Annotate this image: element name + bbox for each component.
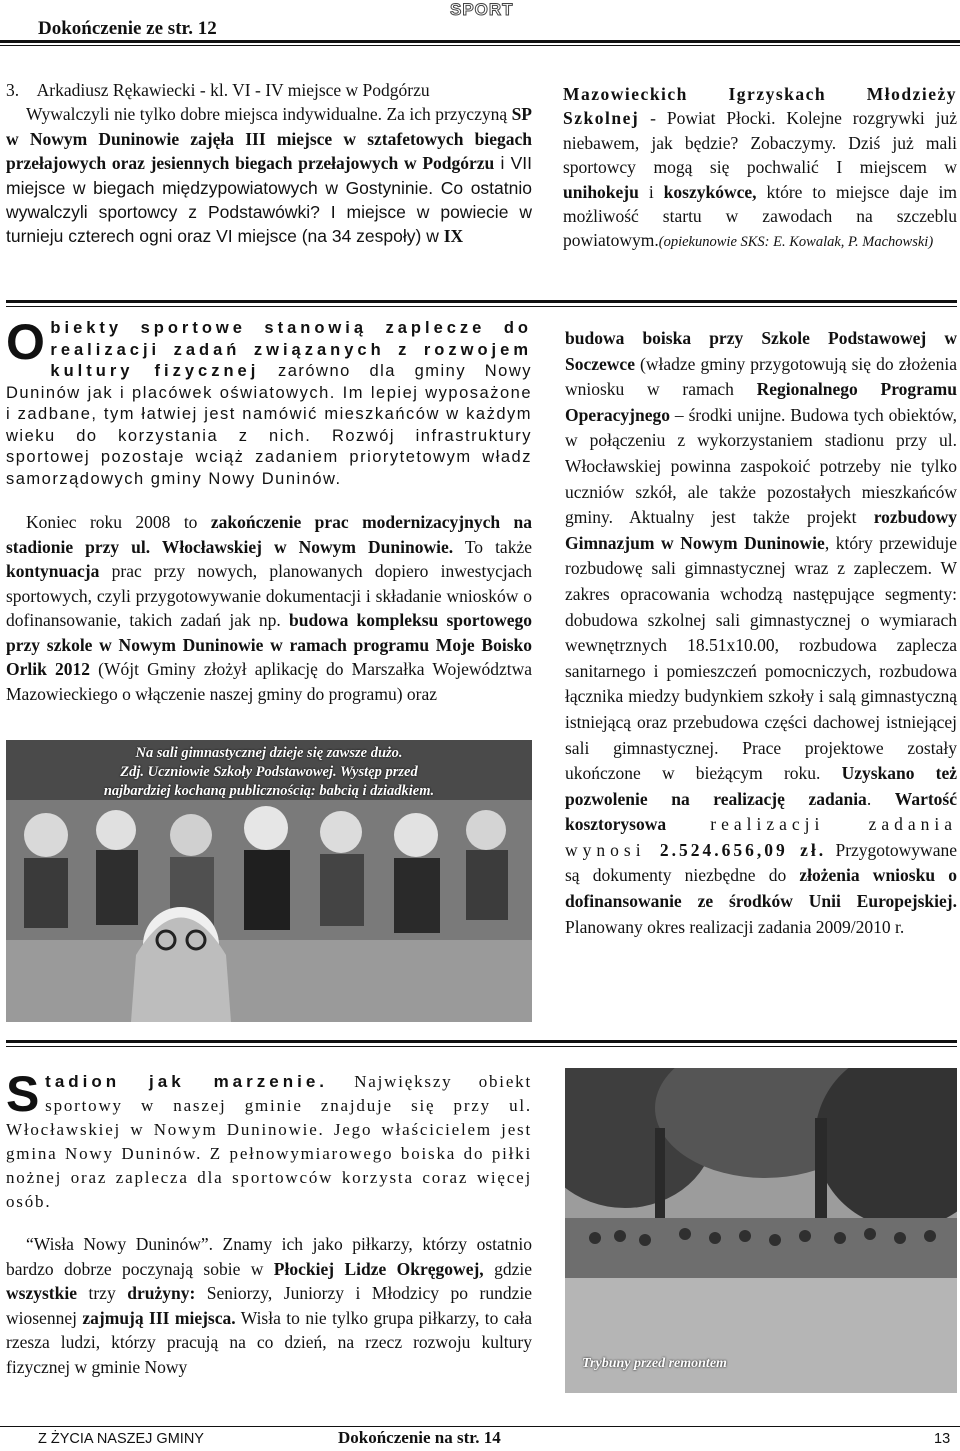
section-label: SPORT bbox=[450, 0, 514, 19]
cost-value: 2.524.656,09 zł. bbox=[659, 839, 827, 860]
text-run: trzy bbox=[76, 1283, 128, 1303]
bold-run: Płockiej Lidze Okręgowej, bbox=[273, 1258, 484, 1279]
footer-rule bbox=[0, 1426, 960, 1427]
text-run: Planowany okres realizacji zadania 2009/2010 r. bbox=[565, 916, 905, 937]
text-run: Przygotowywane są dokumenty niezbędne do bbox=[565, 839, 957, 886]
bold-run: zajmują III miejsca. bbox=[82, 1307, 236, 1328]
text-run: zarówno dla gminy Nowy Duninów jak i placówek oświatowych. Im lepiej wyposażone i zadbane, tym łatwiej jest namówić mieszkańców w każdym wieku do korzystania z nich. Rozwój infrastruktury sportowej pozostaje wciąż zadaniem priorytetowym władz samorządowych gminy Nowy Duninów. bbox=[6, 362, 532, 488]
text-run: Wisła to nie tylko grupa piłkarzy, to cała rzesza ludzi, którzy pracują na co dzień, na rzecz rozwoju kultury fizycznej w gminie Nowy bbox=[6, 1307, 532, 1377]
middle-left-intro bbox=[6, 314, 532, 490]
bold-run: drużyny: bbox=[127, 1283, 196, 1303]
footer-title: Z ŻYCIA NASZEJ GMINY bbox=[38, 1431, 204, 1447]
drop-cap: S bbox=[6, 1066, 42, 1122]
caption-line: Na sali gimnastycznej dzieje się zawsze dużo. bbox=[135, 745, 403, 761]
caption-line: Zdj. Uczniowie Szkoły Podstawowej. Występ przed bbox=[120, 764, 418, 780]
text-run: Koniec roku 2008 to bbox=[26, 512, 211, 532]
photo-caption bbox=[6, 744, 532, 801]
bold-run: kontynuacja bbox=[6, 561, 100, 581]
lead-text: tadion jak marzenie. bbox=[45, 1072, 328, 1091]
top-left-column bbox=[6, 78, 532, 249]
bottom-left-body bbox=[6, 1232, 532, 1379]
lead-text: biekty sportowe stanowią zaplecze do realizacji zadań związanych z rozwojem kultury fizycznej bbox=[50, 319, 532, 380]
bold-run: koszykówce, bbox=[663, 181, 757, 202]
text-run: gdzie bbox=[483, 1258, 532, 1279]
photo-caption: Trybuny przed remontem bbox=[582, 1356, 727, 1371]
bold-run: IX bbox=[443, 226, 464, 247]
text-run: - Powiat Płocki. Kolejne rozgrywki już niebawem, jak będzie? Zobaczymy. Dziś już mali sportowcy mogą się pochwalić I miejscem w bbox=[563, 108, 957, 178]
bold-run: unihokeju bbox=[563, 181, 639, 202]
text-run: (Wójt Gminy złożył aplikację do Marszałka Województwa Mazowieckiego o włączenie naszej gminy do programu) oraz bbox=[6, 659, 533, 704]
middle-left-body bbox=[6, 510, 532, 706]
text-run: (władze gminy przygotowują się do złożenia wniosku w ramach bbox=[565, 353, 957, 400]
body-paragraph bbox=[6, 1232, 532, 1379]
text-run: “Wisła Nowy Duninów”. Znamy ich jako piłkarzy, którzy ostatnio bardzo dobrze poczynają sobie w bbox=[6, 1234, 532, 1279]
list-item-number: 3. bbox=[6, 80, 20, 100]
section-separator bbox=[6, 1040, 957, 1043]
bold-run: Regionalnego Programu Operacyjnego bbox=[565, 379, 957, 425]
text-run: Wywalczyli nie tylko dobre miejsca indywidualne. Za ich przyczyną bbox=[26, 104, 512, 125]
text-run: To także bbox=[453, 536, 532, 557]
text-run: . bbox=[866, 788, 895, 809]
header-rule bbox=[0, 40, 960, 43]
page-number: 13 bbox=[934, 1431, 951, 1447]
photo-stadium-stands bbox=[565, 1068, 957, 1393]
text-run: które to miejsce daje im możliwość startu w zawodach na szczeblu powiatowym. bbox=[563, 181, 957, 251]
bold-run: zakończenie prac modernizacyjnych na stadionie przy ul. Włocławskiej w Nowym Duninowie. bbox=[6, 512, 532, 557]
list-item-text: Arkadiusz Rękawiecki - kl. VI - IV miejsce w Podgórzu bbox=[36, 80, 430, 100]
bottom-left-intro bbox=[6, 1066, 532, 1214]
section-separator bbox=[6, 300, 957, 303]
text-run: – środki unijne. Budowa tych obiektów, w połączeniu z wykorzystaniem stadionu przy ul. Włocławskiej powinna zaspokoić potrzeby nie tylko uczniów szkół, ale także pozostałych mieszkańców gminy. Aktualny jest także projekt bbox=[565, 404, 957, 528]
text-run: Największy obiekt sportowy w naszej gminie znajduje się przy ul. Włocławskiej w Nowym Duninowie. Jego właścicielem jest gmina Nowy Duninów. Z pełnowymiarowego boiska do piłki nożnej oraz zaplecza dla sportowców korzysta coraz więcej osób. bbox=[6, 1072, 532, 1211]
drop-cap: O bbox=[6, 314, 47, 370]
text-run: realizacji zadania wynosi bbox=[565, 814, 957, 860]
intro-paragraph bbox=[6, 314, 532, 490]
top-right-column bbox=[563, 82, 957, 255]
continued-on-note: Dokończenie na str. 14 bbox=[338, 1428, 501, 1447]
photo-credit: (opiekunowie SKS: E. Kowalak, P. Machowski) bbox=[658, 234, 934, 251]
text-run: , który przewiduje rozbudowę sali gimnastycznej wraz z zapleczem. W zakres opracowania wchodzą następujące segmenty: dobudowa szkolnej sali gimnastycznej o wymiarach wewnętrznych 18.51x10.00, rozbudowa zaplecza sanitarnego i pomieszczeń pomocniczych, rozbudowa łącznika miedzy budynkiem szkoły i salą gimnastyczną istniejącą oraz przebudowa części dachowej istniejącej sali gimnastycznej. Prace projektowe zostały ukończone w bieżącym roku. bbox=[565, 532, 957, 784]
bold-run: wszystkie bbox=[6, 1283, 77, 1303]
header-rule-thin bbox=[0, 45, 960, 46]
bold-run: rozbudowy Gimnazjum w Nowym Duninowie bbox=[565, 507, 957, 553]
intro-paragraph bbox=[6, 1066, 532, 1214]
text-run: Seniorzy, Juniorzy i Młodzicy po rundzie wiosennej bbox=[6, 1283, 532, 1328]
caption-line: najbardziej kochaną publicznością: babcią i dziadkiem. bbox=[103, 783, 435, 799]
text-run: i bbox=[638, 181, 664, 202]
bold-run: złożenia wniosku o dofinansowanie ze środków Unii Europejskiej. bbox=[565, 865, 957, 912]
text-run: prac przy nowych, planowanych dopiero inwestycjach sportowych, czyli przygotowywanie dokumentacji i składanie wniosków o dofinansowanie, takich zadań jak np. bbox=[6, 561, 532, 630]
bold-run: budowa boiska przy Szkole Podstawowej w Soczewce bbox=[565, 328, 957, 374]
top-left-paragraph bbox=[6, 102, 532, 248]
bold-run: Wartość kosztorysowa bbox=[565, 788, 957, 835]
bold-run: Uzyskano też pozwolenie na realizację zadania bbox=[565, 763, 958, 809]
text-run: i VII miejsce w biegach międzypowiatowych w Gostyninie. Co ostatnio wywalczyli sportowcy z Podstawówki? I miejsce w powiecie w turnieju czterech ogni oraz VI miejsce (na 34 zespoły) w bbox=[6, 153, 533, 247]
bold-run: budowa kompleksu sportowego przy szkole w Nowym Duninowie w ramach programu Moje Boisko Orlik 2012 bbox=[6, 610, 532, 679]
list-item-3 bbox=[6, 78, 532, 102]
continued-from-note: Dokończenie ze str. 12 bbox=[38, 18, 217, 39]
body-paragraph bbox=[6, 510, 532, 706]
section-separator-thin bbox=[6, 1046, 957, 1047]
bold-run: Mazowieckich Igrzyskach Młodzieży Szkolnej bbox=[563, 84, 957, 129]
section-separator-thin bbox=[6, 306, 957, 307]
bold-run: SP w Nowym Duninowie zajęła III miejsce w sztafetowych biegach przełajowych oraz jesiennych biegach przełajowych w Podgórzu bbox=[6, 104, 532, 174]
middle-right-column bbox=[565, 326, 957, 940]
